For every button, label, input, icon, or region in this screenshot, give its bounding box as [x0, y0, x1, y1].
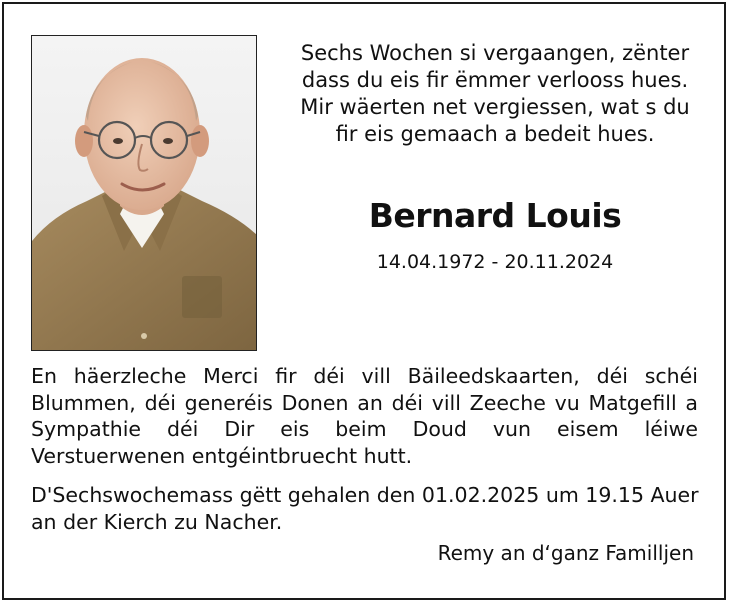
thanks-line: Sympathie déi Dir eis beim Doud vun eisem léiwe [31, 417, 698, 441]
mass-announcement [31, 482, 698, 535]
family-signature: Remy an d‘ganz Familljen [437, 541, 694, 565]
portrait-photo [31, 35, 257, 351]
poem-line: dass du eis fir ëmmer verlooss hues. [301, 68, 689, 92]
poem-line: Mir wäerten net vergiessen, wat s du [300, 95, 690, 119]
deceased-name: Bernard Louis [368, 196, 622, 235]
poem-line: Sechs Wochen si vergaangen, zënter [300, 41, 690, 65]
poem-line: fir eis gemaach a bedeit hues. [335, 122, 655, 146]
thanks-line: En häerzleche Merci fir déi vill Bäileedskaarten, déi schéi [31, 364, 698, 388]
mass-line: D'Sechswochemass gëtt gehalen den 01.02.2025 um 19.15 Auer [31, 483, 699, 507]
mass-line: an der Kierch zu Nacher. [31, 509, 283, 534]
thanks-line: Blummen, déi generéis Donen an déi vill Zeeche vu Matgefill a [31, 390, 698, 415]
life-dates: 14.04.1972 - 20.11.2024 [376, 251, 614, 273]
thanks-line: Verstuerwenen entgéintbruecht hutt. [31, 443, 413, 468]
thanks-paragraph [31, 363, 698, 469]
poem-verse [278, 40, 712, 148]
